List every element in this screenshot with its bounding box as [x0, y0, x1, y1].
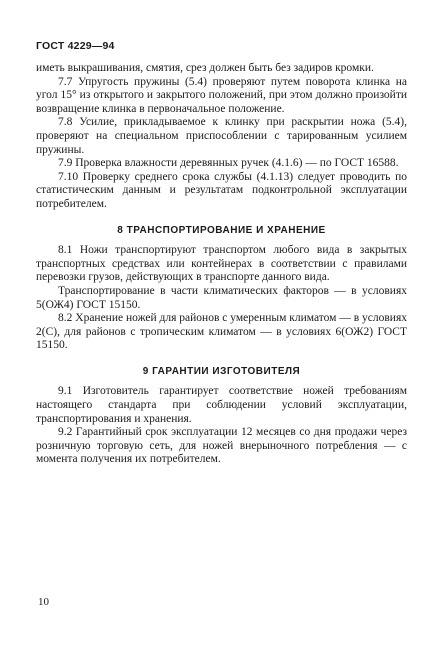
paragraph-continuation: иметь выкрашивания, смятия, срез должен быть без задиров кромки. [36, 62, 374, 74]
paragraph-7-7: 7.7 Упругость пружины (5.4) проверяют путем поворота клинка на угол 15° из открытого и закрытого положений, при этом должно произойти возвращение клинка в первоначальное положение. [36, 75, 407, 115]
page-number: 10 [38, 596, 49, 608]
paragraph-8-1-transport: Транспортирование в части климатических факторов — в условиях 5(ОЖ4) ГОСТ 15150. [36, 284, 407, 311]
page-body [36, 62, 407, 467]
paragraph-8-1: 8.1 Ножи транспортируют транспортом любого вида в закрытых транспортных средствах или контейнерах в соответствии с правилами перевозки грузов, действующих в транспорте данного вида. [36, 244, 407, 284]
paragraph-7-10: 7.10 Проверку среднего срока службы (4.1.13) следует проводить по статистическим данным и результатам подконтрольной эксплуатации потребителем. [36, 170, 407, 210]
section-9-title: 9 ГАРАНТИИ ИЗГОТОВИТЕЛЯ [142, 365, 301, 377]
paragraph-7-8: 7.8 Усилие, прикладываемое к клинку при раскрытии ножа (5.4), проверяют на специальном приспособлении с тарированным усилием пружины. [36, 116, 407, 156]
document-header: ГОСТ 4229—94 [36, 40, 115, 52]
paragraph-9-1: 9.1 Изготовитель гарантирует соответствие ножей требованиям настоящего стандарта при соблюдении условий эксплуатации, транспортирования и хранения. [36, 385, 407, 425]
paragraph-8-2: 8.2 Хранение ножей для районов с умеренным климатом — в условиях 2(С), для районов с тропическим климатом — в условиях 6(ОЖ2) ГОСТ 15150. [36, 312, 407, 352]
paragraph-7-9: 7.9 Проверка влажности деревянных ручек (4.1.6) — по ГОСТ 16588. [58, 157, 399, 170]
paragraph-9-2: 9.2 Гарантийный срок эксплуатации 12 месяцев со дня продажи через розничную торговую сеть, для ножей внерыночного потребления — с момента получения их потребителем. [36, 426, 407, 466]
section-8-title: 8 ТРАНСПОРТИРОВАНИЕ И ХРАНЕНИЕ [117, 224, 326, 236]
